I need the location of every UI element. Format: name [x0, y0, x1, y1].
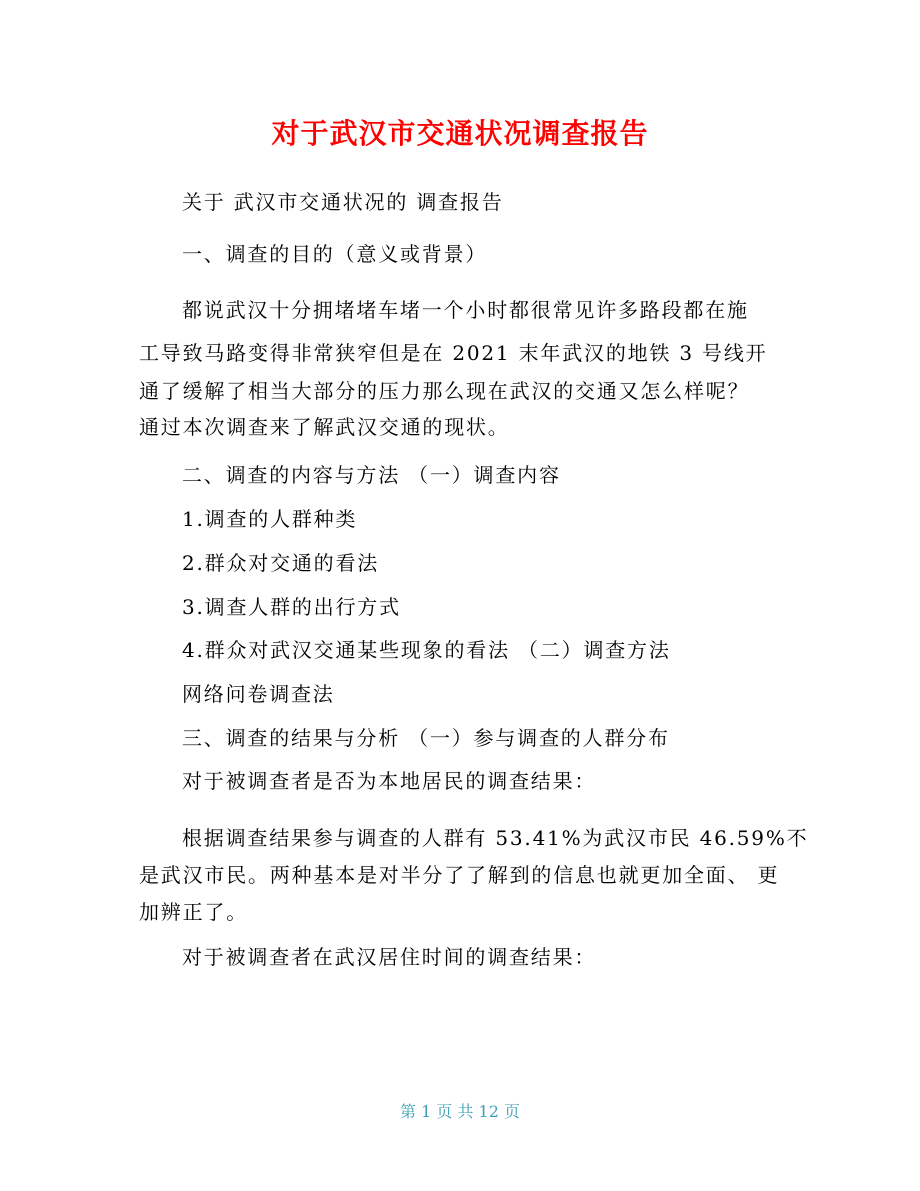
paragraph-2-line-1: 根据调查结果参与调查的人群有 53.41%为武汉市民 46.59%不 — [182, 826, 809, 850]
paragraph-1-line-2: 工导致马路变得非常狭窄但是在 2021 末年武汉的地铁 3 号线开 — [139, 341, 768, 365]
paragraph-2-line-2: 是武汉市民。两种基本是对半分了了解到的信息也就更加全面、 更 — [139, 863, 780, 887]
section-3-heading: 三、调查的结果与分析 （一）参与调查的人群分布 — [182, 726, 670, 750]
list-item-3: 3.调查人群的出行方式 — [182, 595, 401, 619]
list-item-4: 4.群众对武汉交通某些现象的看法 （二）调查方法 — [182, 638, 671, 662]
resident-result-heading: 对于被调查者是否为本地居民的调查结果： — [182, 769, 597, 793]
page-number-footer: 第 1 页 共 12 页 — [400, 1102, 520, 1121]
paragraph-2-line-3: 加辨正了。 — [139, 900, 248, 924]
paragraph-1-line-3: 通了缓解了相当大部分的压力那么现在武汉的交通又怎么样呢？ — [139, 379, 750, 403]
section-1-heading: 一、调查的目的（意义或背景） — [182, 242, 488, 266]
paragraph-1-line-4: 通过本次调查来了解武汉交通的现状。 — [139, 415, 510, 439]
section-2-heading: 二、调查的内容与方法 （一）调查内容 — [182, 463, 561, 487]
residence-time-heading: 对于被调查者在武汉居住时间的调查结果： — [182, 945, 597, 969]
list-item-2: 2.群众对交通的看法 — [182, 551, 380, 575]
survey-method: 网络问卷调查法 — [182, 682, 335, 706]
paragraph-1-line-1: 都说武汉十分拥堵堵车堵一个小时都很常见许多路段都在施 — [182, 298, 749, 322]
document-title: 对于武汉市交通状况调查报告 — [271, 117, 649, 150]
report-heading-line: 关于 武汉市交通状况的 调查报告 — [182, 190, 504, 214]
list-item-1: 1.调查的人群种类 — [182, 507, 358, 531]
